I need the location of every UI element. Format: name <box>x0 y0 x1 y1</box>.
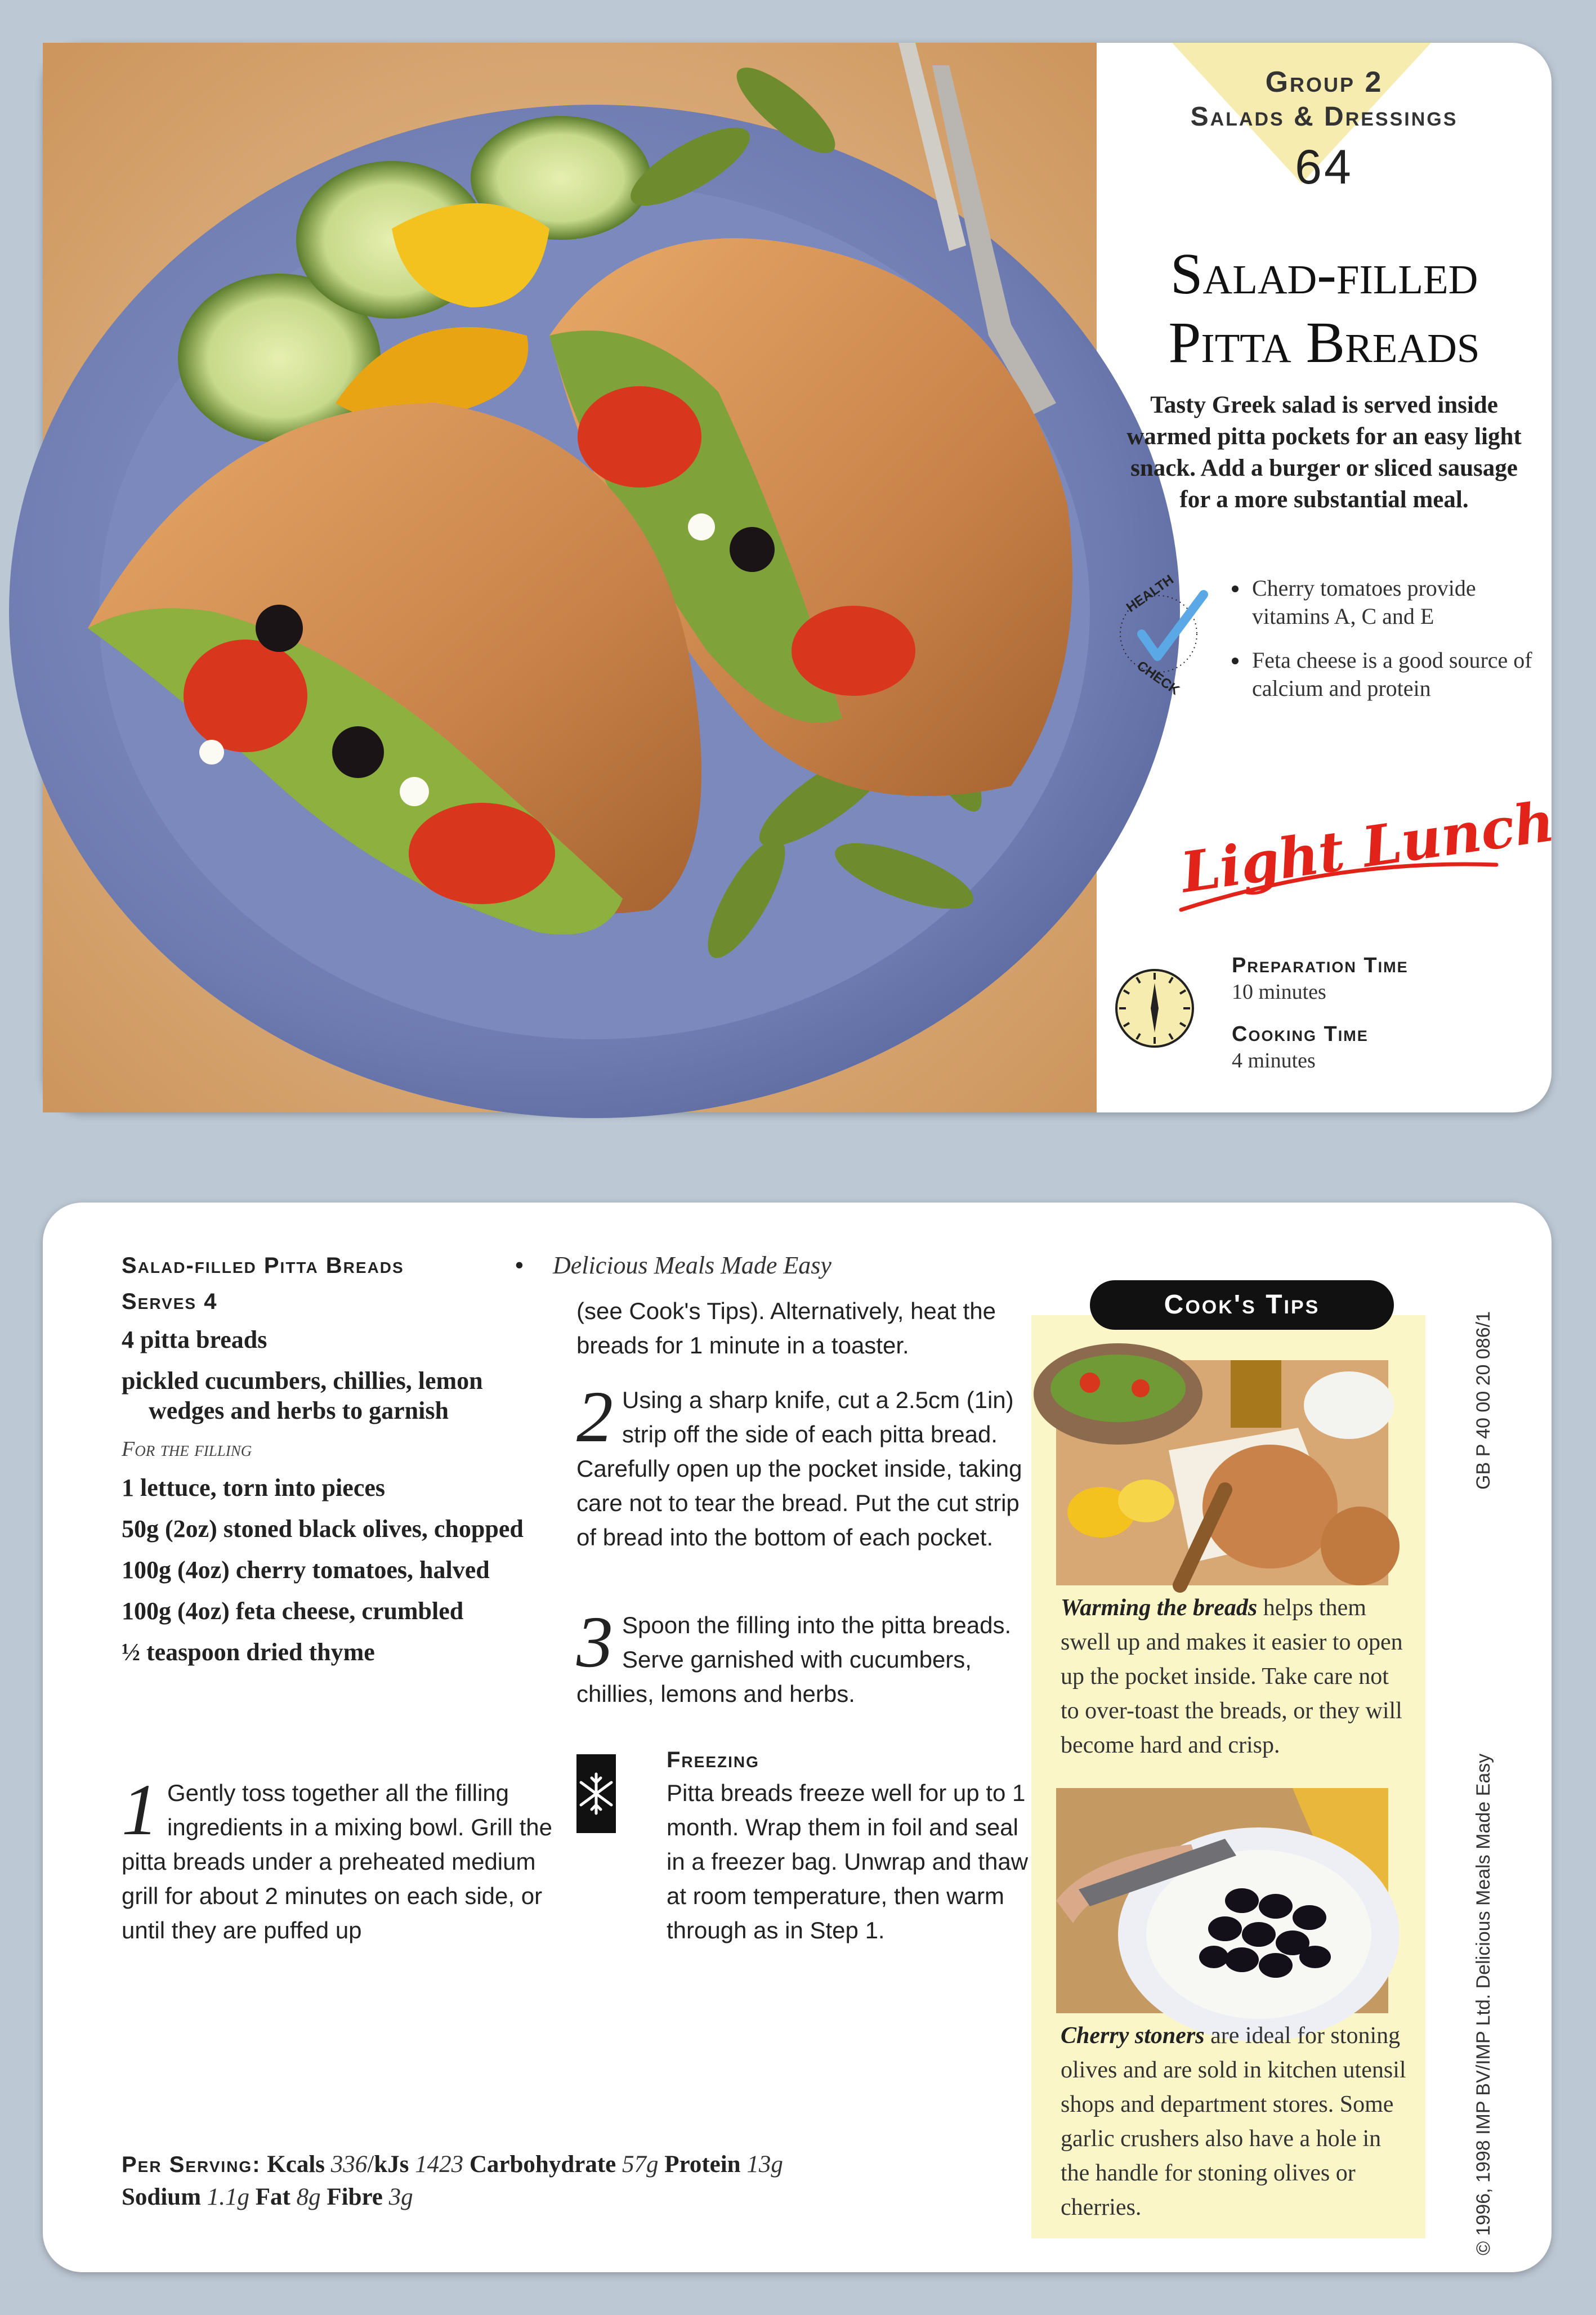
cook-time-label: Cooking Time <box>1232 1022 1369 1046</box>
for-the-filling-label: For the filling <box>122 1437 252 1461</box>
step-text: Using a sharp knife, cut a 2.5cm (1in) strip off the side of each pitta bread. Carefully open up the pocket inside, taking care not to tear the bread. Put the cut strip of bread into the bottom of each pocket. <box>576 1387 1022 1550</box>
header-separator: • <box>515 1250 524 1280</box>
svg-text:HEALTH: HEALTH <box>1123 571 1177 615</box>
prep-time-label: Preparation Time <box>1232 954 1409 977</box>
group-label: Group 2 <box>1265 66 1383 99</box>
back-header-title: Salad-filled Pitta Breads <box>122 1253 404 1278</box>
recipe-card-back <box>43 1203 1552 2272</box>
tip-cherry-stoners: Cherry stoners are ideal for stoning olives and are sold in kitchen utensil shops and department stores. Some garlic crushers also have a hole in the handle for stoning olives or cherries. <box>1061 2023 1406 2220</box>
ingredient: pickled cucumbers, chillies, lemon wedges and herbs to garnish <box>122 1367 483 1424</box>
ingredient: 50g (2oz) stoned black olives, chopped <box>122 1515 524 1543</box>
freezing-label: Freezing <box>667 1748 759 1772</box>
warming-breads-photo <box>1056 1360 1388 1585</box>
health-points-list <box>1232 574 1536 718</box>
step-text: Spoon the filling into the pitta breads. Serve garnished with cucumbers, chillies, lemons and herbs. <box>576 1612 1012 1707</box>
card-number: 64 <box>1295 140 1353 194</box>
step-number: 2 <box>576 1377 613 1458</box>
prep-time-value: 10 minutes <box>1232 980 1326 1004</box>
ingredient: 1 lettuce, torn into pieces <box>122 1474 385 1501</box>
serves-label: Serves 4 <box>122 1289 218 1314</box>
nutrition-info: Per Serving: Kcals 336/kJs 1423 Carbohydrate 57g Protein 13g Sodium 1.1g Fat 8g Fibre 3g <box>122 2151 783 2210</box>
light-lunch-text: Light Lunch <box>1177 789 1558 906</box>
health-check-icon <box>1114 572 1215 696</box>
ingredient: 4 pitta breads <box>122 1326 267 1353</box>
copyright-notice: © 1996, 1998 IMP BV/IMP Ltd. Delicious Meals Made Easy <box>1473 1753 1494 2255</box>
tip-warming-breads: Warming the breads helps them swell up and makes it easier to open up the pocket inside. Take care not to over-toast the breads, or they will become hard and crisp. <box>1061 1595 1403 1758</box>
cherry-stoner-photo <box>1056 1788 1388 2013</box>
recipe-card-front <box>43 43 1558 1112</box>
svg-text:CHECK: CHECK <box>1134 658 1182 698</box>
ingredient: ½ teaspoon dried thyme <box>122 1638 375 1666</box>
group-name: Salads & Dressings <box>1190 102 1458 132</box>
step-number: 1 <box>122 1769 158 1851</box>
recipe-title-line2: Pitta Breads <box>1168 310 1480 375</box>
light-lunch-logo <box>1170 789 1558 921</box>
method-step-2 <box>576 1377 1038 1554</box>
method-step-1 <box>122 1769 561 1947</box>
recipe-title-line1: Salad-filled <box>1170 242 1478 306</box>
ingredient: 100g (4oz) feta cheese, crumbled <box>122 1597 464 1625</box>
freezing-text: Pitta breads freeze well for up to 1 month. Wrap them in foil and seal in a freezer bag. Unwrap and thaw at room temperature, then warm through as in Step 1. <box>667 1780 1029 1943</box>
clock-icon <box>1112 966 1197 1051</box>
cooks-tips-heading: Cook's Tips <box>1090 1280 1394 1330</box>
method-step-3 <box>576 1602 1038 1711</box>
ingredient: 100g (4oz) cherry tomatoes, halved <box>122 1556 490 1584</box>
step-number: 3 <box>576 1602 613 1683</box>
recipe-intro: Tasty Greek salad is served inside warmed pitta pockets for an easy light snack. Add a burger or sliced sausage for a more substantial meal. <box>1126 392 1522 513</box>
cook-time-value: 4 minutes <box>1232 1049 1316 1072</box>
health-point: Feta cheese is a good source of calcium and protein <box>1232 646 1536 703</box>
health-point: Cherry tomatoes provide vitamins A, C and E <box>1232 574 1536 631</box>
per-serving-label: Per Serving: <box>122 2152 261 2177</box>
step-text: Gently toss together all the filling ingredients in a mixing bowl. Grill the pitta breads under a preheated medium grill for about 2 minutes on each side, or until they are puffed up <box>122 1780 552 1943</box>
product-code: GB P 40 00 20 086/1 <box>1473 1311 1494 1490</box>
recipe-info-panel <box>1097 43 1558 1112</box>
series-name: Delicious Meals Made Easy <box>553 1252 831 1279</box>
pitta-salad-photo <box>43 43 1097 1112</box>
ingredients-list <box>122 1289 561 1678</box>
method-step-1-continued: (see Cook's Tips). Alternatively, heat the breads for 1 minute in a toaster. <box>576 1298 996 1358</box>
